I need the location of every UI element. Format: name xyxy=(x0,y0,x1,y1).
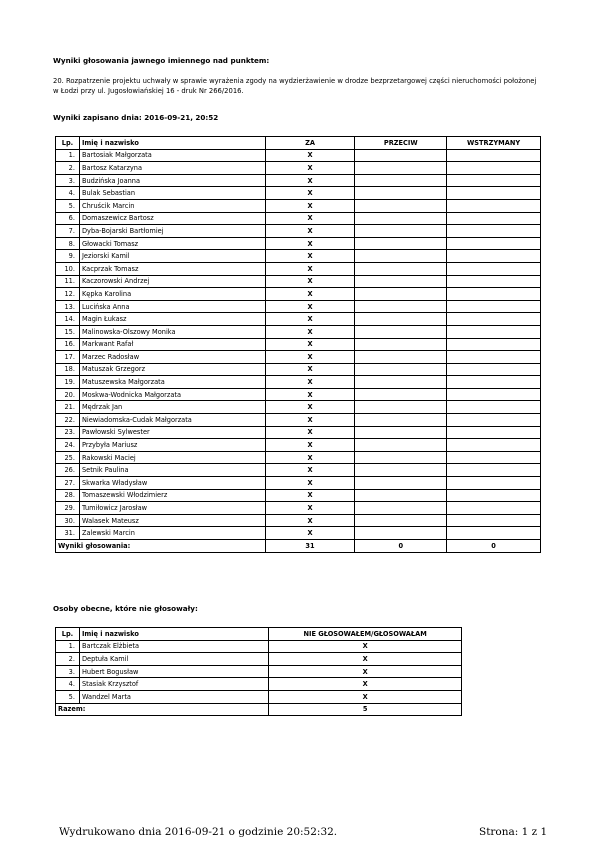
row-number: 6. xyxy=(56,212,80,225)
total-przeciw: 0 xyxy=(355,540,447,553)
table-row xyxy=(56,678,462,691)
vote-przeciw xyxy=(355,313,447,326)
header-przeciw: PRZECIW xyxy=(355,137,447,150)
table-row xyxy=(56,690,462,703)
vote-za: X xyxy=(265,363,355,376)
row-number: 24. xyxy=(56,439,80,452)
table-row xyxy=(56,527,541,540)
absent-header-lp: Lp. xyxy=(56,628,80,641)
councillor-name: Bartosiak Małgorzata xyxy=(79,149,265,162)
vote-przeciw xyxy=(355,464,447,477)
vote-za: X xyxy=(265,502,355,515)
table-row xyxy=(56,237,541,250)
row-number: 21. xyxy=(56,401,80,414)
header-za: ZA xyxy=(265,137,355,150)
councillor-name: Tomaszewski Włodzimierz xyxy=(79,489,265,502)
table-row xyxy=(56,376,541,389)
table-row xyxy=(56,199,541,212)
vote-wstrzymany xyxy=(447,225,541,238)
vote-za: X xyxy=(265,225,355,238)
not-voted-mark: X xyxy=(269,678,462,691)
row-number: 22. xyxy=(56,414,80,427)
vote-wstrzymany xyxy=(447,376,541,389)
not-voted-mark: X xyxy=(269,690,462,703)
row-number: 5. xyxy=(56,690,80,703)
row-number: 29. xyxy=(56,502,80,515)
table-row xyxy=(56,225,541,238)
vote-przeciw xyxy=(355,426,447,439)
votes-header-row xyxy=(56,137,541,150)
vote-przeciw xyxy=(355,275,447,288)
row-number: 28. xyxy=(56,489,80,502)
vote-za: X xyxy=(265,262,355,275)
row-number: 31. xyxy=(56,527,80,540)
absent-title: Osoby obecne, które nie głosowały: xyxy=(53,604,198,613)
vote-przeciw xyxy=(355,250,447,263)
table-row xyxy=(56,162,541,175)
vote-wstrzymany xyxy=(447,502,541,515)
vote-przeciw xyxy=(355,162,447,175)
not-voted-mark: X xyxy=(269,653,462,666)
councillor-name: Hubert Bogusław xyxy=(79,665,268,678)
vote-wstrzymany xyxy=(447,401,541,414)
vote-wstrzymany xyxy=(447,527,541,540)
vote-za: X xyxy=(265,464,355,477)
row-number: 20. xyxy=(56,388,80,401)
vote-za: X xyxy=(265,338,355,351)
vote-wstrzymany xyxy=(447,414,541,427)
table-row xyxy=(56,640,462,653)
councillor-name: Markwant Rafał xyxy=(79,338,265,351)
row-number: 4. xyxy=(56,187,80,200)
councillor-name: Niewiadomska-Cudak Małgorzata xyxy=(79,414,265,427)
vote-wstrzymany xyxy=(447,439,541,452)
vote-przeciw xyxy=(355,527,447,540)
councillor-name: Matuszak Grzegorz xyxy=(79,363,265,376)
councillor-name: Magin Łukasz xyxy=(79,313,265,326)
table-row xyxy=(56,653,462,666)
vote-za: X xyxy=(265,275,355,288)
not-voted-mark: X xyxy=(269,665,462,678)
vote-za: X xyxy=(265,477,355,490)
councillor-name: Głowacki Tomasz xyxy=(79,237,265,250)
row-number: 4. xyxy=(56,678,80,691)
total-label: Wyniki głosowania: xyxy=(56,540,266,553)
vote-przeciw xyxy=(355,174,447,187)
table-row xyxy=(56,275,541,288)
vote-wstrzymany xyxy=(447,162,541,175)
absent-total-count: 5 xyxy=(269,703,462,716)
vote-przeciw xyxy=(355,199,447,212)
table-row xyxy=(56,187,541,200)
vote-za: X xyxy=(265,300,355,313)
vote-przeciw xyxy=(355,225,447,238)
votes-table xyxy=(55,136,541,553)
vote-za: X xyxy=(265,514,355,527)
table-row xyxy=(56,325,541,338)
row-number: 1. xyxy=(56,640,80,653)
total-wstrzymany: 0 xyxy=(447,540,541,553)
vote-za: X xyxy=(265,451,355,464)
vote-przeciw xyxy=(355,388,447,401)
row-number: 13. xyxy=(56,300,80,313)
row-number: 15. xyxy=(56,325,80,338)
header-name: Imię i nazwisko xyxy=(79,137,265,150)
vote-przeciw xyxy=(355,401,447,414)
vote-za: X xyxy=(265,439,355,452)
councillor-name: Pawłowski Sylwester xyxy=(79,426,265,439)
vote-za: X xyxy=(265,250,355,263)
councillor-name: Kępka Karolina xyxy=(79,288,265,301)
row-number: 26. xyxy=(56,464,80,477)
vote-przeciw xyxy=(355,363,447,376)
vote-za: X xyxy=(265,351,355,364)
councillor-name: Bartosz Katarzyna xyxy=(79,162,265,175)
councillor-name: Skwarka Władysław xyxy=(79,477,265,490)
document-title: Wyniki głosowania jawnego imiennego nad punktem: xyxy=(53,56,270,65)
votes-total-row xyxy=(56,540,541,553)
councillor-name: Zalewski Marcin xyxy=(79,527,265,540)
table-row xyxy=(56,401,541,414)
vote-za: X xyxy=(265,527,355,540)
row-number: 3. xyxy=(56,174,80,187)
table-row xyxy=(56,351,541,364)
vote-przeciw xyxy=(355,212,447,225)
table-row xyxy=(56,477,541,490)
row-number: 18. xyxy=(56,363,80,376)
row-number: 23. xyxy=(56,426,80,439)
vote-wstrzymany xyxy=(447,250,541,263)
row-number: 27. xyxy=(56,477,80,490)
vote-za: X xyxy=(265,388,355,401)
recorded-timestamp: Wyniki zapisano dnia: 2016-09-21, 20:52 xyxy=(53,113,219,122)
table-row xyxy=(56,451,541,464)
councillor-name: Mędrzak Jan xyxy=(79,401,265,414)
table-row xyxy=(56,502,541,515)
vote-za: X xyxy=(265,212,355,225)
councillor-name: Deptuła Kamil xyxy=(79,653,268,666)
vote-za: X xyxy=(265,426,355,439)
absent-table xyxy=(55,627,462,716)
row-number: 14. xyxy=(56,313,80,326)
vote-za: X xyxy=(265,187,355,200)
vote-za: X xyxy=(265,149,355,162)
vote-wstrzymany xyxy=(447,212,541,225)
absent-header-status: NIE GŁOSOWAŁEM/GŁOSOWAŁAM xyxy=(269,628,462,641)
vote-przeciw xyxy=(355,414,447,427)
councillor-name: Jeziorski Kamil xyxy=(79,250,265,263)
vote-przeciw xyxy=(355,187,447,200)
vote-wstrzymany xyxy=(447,464,541,477)
row-number: 19. xyxy=(56,376,80,389)
vote-przeciw xyxy=(355,376,447,389)
row-number: 10. xyxy=(56,262,80,275)
vote-przeciw xyxy=(355,439,447,452)
vote-wstrzymany xyxy=(447,199,541,212)
councillor-name: Bartczak Elżbieta xyxy=(79,640,268,653)
row-number: 30. xyxy=(56,514,80,527)
vote-wstrzymany xyxy=(447,187,541,200)
vote-wstrzymany xyxy=(447,300,541,313)
vote-przeciw xyxy=(355,338,447,351)
absent-header-row xyxy=(56,628,462,641)
vote-za: X xyxy=(265,414,355,427)
councillor-name: Kacprzak Tomasz xyxy=(79,262,265,275)
vote-przeciw xyxy=(355,514,447,527)
vote-wstrzymany xyxy=(447,363,541,376)
table-row xyxy=(56,250,541,263)
vote-za: X xyxy=(265,174,355,187)
councillor-name: Moskwa-Wodnicka Małgorzata xyxy=(79,388,265,401)
councillor-name: Wandzel Marta xyxy=(79,690,268,703)
vote-wstrzymany xyxy=(447,451,541,464)
councillor-name: Marzec Radosław xyxy=(79,351,265,364)
header-wstrzymany: WSTRZYMANY xyxy=(447,137,541,150)
not-voted-mark: X xyxy=(269,640,462,653)
agenda-item-text: 20. Rozpatrzenie projektu uchwały w sprawie wyrażenia zgody na wydzierżawienie w drodze bezprzetargowej części nieruchomości położonej w Łodzi przy ul. Jugosłowiańskiej 16 - druk Nr 266/2016. xyxy=(53,77,537,95)
vote-wstrzymany xyxy=(447,237,541,250)
vote-za: X xyxy=(265,376,355,389)
vote-za: X xyxy=(265,162,355,175)
councillor-name: Malinowska-Olszowy Monika xyxy=(79,325,265,338)
row-number: 17. xyxy=(56,351,80,364)
vote-przeciw xyxy=(355,351,447,364)
table-row xyxy=(56,174,541,187)
printed-timestamp: Wydrukowano dnia 2016-09-21 o godzinie 20:52:32. xyxy=(59,826,338,838)
vote-przeciw xyxy=(355,451,447,464)
row-number: 16. xyxy=(56,338,80,351)
table-row xyxy=(56,514,541,527)
vote-wstrzymany xyxy=(447,262,541,275)
vote-przeciw xyxy=(355,237,447,250)
vote-wstrzymany xyxy=(447,477,541,490)
vote-wstrzymany xyxy=(447,388,541,401)
absent-header-name: Imię i nazwisko xyxy=(79,628,268,641)
total-za: 31 xyxy=(265,540,355,553)
vote-wstrzymany xyxy=(447,514,541,527)
councillor-name: Rakowski Maciej xyxy=(79,451,265,464)
table-row xyxy=(56,464,541,477)
vote-za: X xyxy=(265,199,355,212)
table-row xyxy=(56,262,541,275)
row-number: 1. xyxy=(56,149,80,162)
councillor-name: Walasek Mateusz xyxy=(79,514,265,527)
councillor-name: Chruścik Marcin xyxy=(79,199,265,212)
vote-za: X xyxy=(265,288,355,301)
row-number: 7. xyxy=(56,225,80,238)
table-row xyxy=(56,212,541,225)
table-row xyxy=(56,439,541,452)
vote-za: X xyxy=(265,489,355,502)
councillor-name: Kaczorowski Andrzej xyxy=(79,275,265,288)
councillor-name: Bulak Sebastian xyxy=(79,187,265,200)
table-row xyxy=(56,338,541,351)
vote-przeciw xyxy=(355,300,447,313)
vote-wstrzymany xyxy=(447,325,541,338)
vote-za: X xyxy=(265,313,355,326)
table-row xyxy=(56,313,541,326)
vote-za: X xyxy=(265,325,355,338)
vote-za: X xyxy=(265,237,355,250)
vote-przeciw xyxy=(355,288,447,301)
row-number: 9. xyxy=(56,250,80,263)
row-number: 3. xyxy=(56,665,80,678)
vote-wstrzymany xyxy=(447,149,541,162)
vote-wstrzymany xyxy=(447,275,541,288)
row-number: 2. xyxy=(56,653,80,666)
vote-wstrzymany xyxy=(447,489,541,502)
vote-za: X xyxy=(265,401,355,414)
table-row xyxy=(56,300,541,313)
table-row xyxy=(56,388,541,401)
vote-wstrzymany xyxy=(447,174,541,187)
councillor-name: Stasiak Krzysztof xyxy=(79,678,268,691)
vote-wstrzymany xyxy=(447,338,541,351)
councillor-name: Budzińska Joanna xyxy=(79,174,265,187)
table-row xyxy=(56,489,541,502)
row-number: 8. xyxy=(56,237,80,250)
row-number: 11. xyxy=(56,275,80,288)
vote-wstrzymany xyxy=(447,426,541,439)
absent-total-row xyxy=(56,703,462,716)
absent-total-label: Razem: xyxy=(56,703,269,716)
councillor-name: Dyba-Bojarski Bartłomiej xyxy=(79,225,265,238)
vote-wstrzymany xyxy=(447,351,541,364)
vote-wstrzymany xyxy=(447,313,541,326)
councillor-name: Lucińska Anna xyxy=(79,300,265,313)
table-row xyxy=(56,426,541,439)
vote-przeciw xyxy=(355,262,447,275)
table-row xyxy=(56,665,462,678)
page-number: Strona: 1 z 1 xyxy=(479,826,548,838)
row-number: 2. xyxy=(56,162,80,175)
councillor-name: Domaszewicz Bartosz xyxy=(79,212,265,225)
table-row xyxy=(56,414,541,427)
vote-przeciw xyxy=(355,489,447,502)
vote-przeciw xyxy=(355,325,447,338)
vote-przeciw xyxy=(355,477,447,490)
table-row xyxy=(56,363,541,376)
councillor-name: Matuszewska Małgorzata xyxy=(79,376,265,389)
row-number: 5. xyxy=(56,199,80,212)
vote-przeciw xyxy=(355,149,447,162)
table-row xyxy=(56,288,541,301)
row-number: 25. xyxy=(56,451,80,464)
table-row xyxy=(56,149,541,162)
councillor-name: Setnik Paulina xyxy=(79,464,265,477)
vote-przeciw xyxy=(355,502,447,515)
councillor-name: Przybyła Mariusz xyxy=(79,439,265,452)
councillor-name: Tumiłowicz Jarosław xyxy=(79,502,265,515)
vote-wstrzymany xyxy=(447,288,541,301)
header-lp: Lp. xyxy=(56,137,80,150)
row-number: 12. xyxy=(56,288,80,301)
